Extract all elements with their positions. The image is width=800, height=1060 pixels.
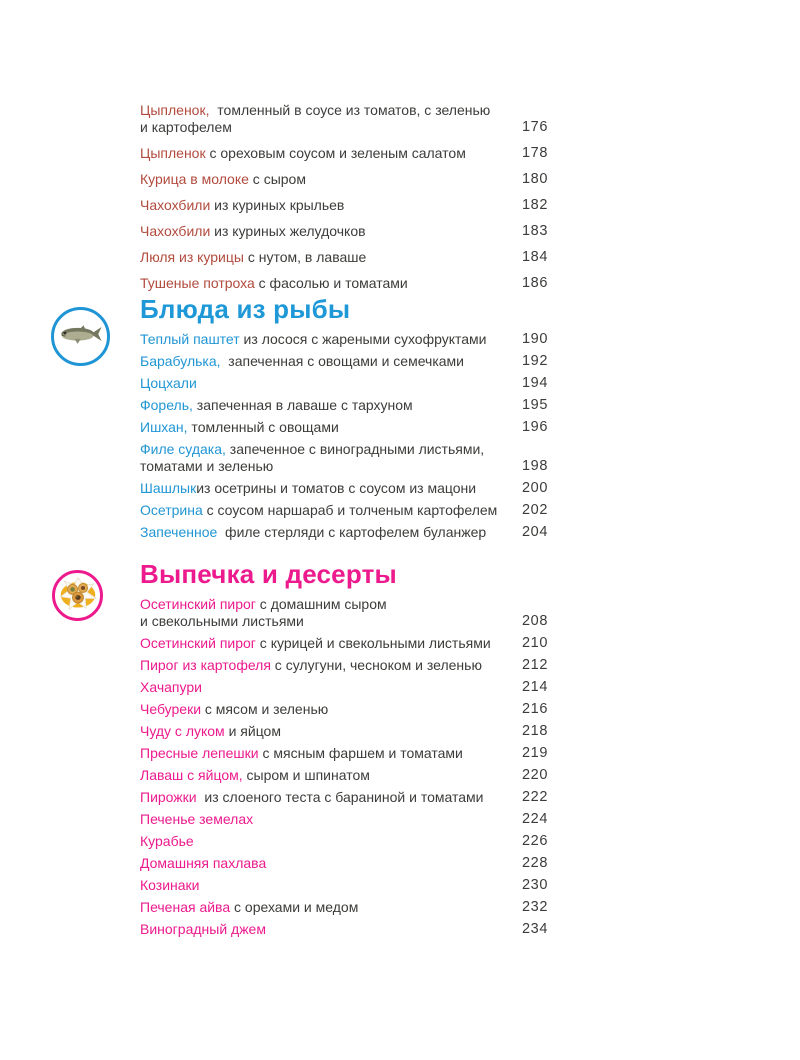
pastries-icon [58,573,98,618]
entry-title [140,397,413,414]
page-number: 198 [522,458,548,474]
dish-name: Пирог из картофеля [140,657,271,673]
toc-section-fish [140,294,548,541]
entry-title [140,899,358,916]
dish-description: с сулугуни, чесноком и зеленью [270,657,482,673]
fish-icon [58,322,104,351]
page-number: 216 [522,701,548,717]
toc-entry[interactable] [140,723,548,740]
dish-description: с орехами и медом [230,899,359,915]
toc-entry[interactable] [140,197,548,214]
dish-description: из осетрины и томатов с соусом из мацони [196,480,477,496]
dish-description: с мясным фаршем и томатами [258,745,463,761]
page-number: 224 [522,811,548,827]
dish-description: с фасолью и томатами [254,275,408,291]
dish-name: Шашлык [140,480,197,496]
toc-entry[interactable] [140,171,548,188]
page-number: 228 [522,855,548,871]
fish-section-heading: Блюда из рыбы [140,294,351,324]
entry-title [140,596,387,630]
page-number: 192 [522,353,548,369]
toc-entry[interactable] [140,353,548,370]
entry-title [140,275,408,292]
dish-name: Запеченное [140,524,218,540]
toc-entry[interactable] [140,921,548,938]
toc-entry[interactable] [140,789,548,806]
dish-description-line2: томатами и зеленью [140,458,274,474]
dish-description: запеченное с виноградными листьями, [225,441,485,457]
toc-entry[interactable] [140,102,548,136]
page-number: 219 [522,745,548,761]
entry-title [140,679,202,696]
toc-section-desserts [140,559,548,938]
dish-name: Курица в молоке [140,171,249,187]
entry-title [140,657,482,674]
toc-entry[interactable] [140,223,548,240]
page-number: 196 [522,419,548,435]
dish-name: Ишхан, [140,419,188,435]
page-number: 200 [522,480,548,496]
toc-entry[interactable] [140,701,548,718]
dish-name: Тушеные потроха [140,275,255,291]
entry-title [140,745,463,762]
desserts-section-badge [52,570,103,621]
dish-description: сыром и шпинатом [242,767,370,783]
page-number: 214 [522,679,548,695]
toc-section-poultry [140,102,548,292]
toc-entry[interactable] [140,145,548,162]
dish-name: Осетрина [140,502,203,518]
dish-name: Осетинский пирог [140,635,256,651]
entry-title [140,811,253,828]
entry-title [140,502,497,519]
toc-entry[interactable] [140,811,548,828]
dish-name: Барабулька, [140,353,221,369]
dish-name: Печенье земелах [140,811,254,827]
entry-title [140,480,476,497]
entry-title [140,921,266,938]
toc-entry[interactable] [140,767,548,784]
entry-title [140,635,491,652]
toc-entry[interactable] [140,657,548,674]
page-number: 204 [522,524,548,540]
entry-title [140,197,344,214]
dish-name: Чуду с луком [140,723,225,739]
dish-description: томленный в соусе из томатов, с зеленью [209,102,491,118]
dish-description: из слоеного теста с бараниной и томатами [196,789,484,805]
page-number: 202 [522,502,548,518]
toc-entry[interactable] [140,441,548,475]
desserts-section-heading: Выпечка и десерты [140,559,397,589]
page-number: 186 [522,275,548,291]
dish-name: Чебуреки [140,701,202,717]
dish-name: Печеная айва [140,899,231,915]
entry-title [140,701,328,718]
page-number: 190 [522,331,548,347]
page-number: 222 [522,789,548,805]
entry-title [140,331,487,348]
entry-title [140,833,194,850]
dish-name: Филе судака, [140,441,226,457]
dish-description: с сыром [248,171,306,187]
dish-description: с соусом наршараб и толченым картофелем [202,502,498,518]
entry-title [140,789,483,806]
toc-entry[interactable] [140,679,548,696]
dish-name: Козинаки [140,877,200,893]
dish-name: Форель, [140,397,193,413]
page-number: 183 [522,223,548,239]
page-number: 195 [522,397,548,413]
dish-name: Осетинский пирог [140,596,256,612]
dish-description: филе стерляди с картофелем буланжер [217,524,487,540]
entry-title [140,767,370,784]
page-number: 218 [522,723,548,739]
toc-entry[interactable] [140,397,548,414]
dish-name: Домашняя пахлава [140,855,267,871]
toc-entry[interactable] [140,480,548,497]
dish-name: Курабье [140,833,194,849]
entry-title [140,441,484,475]
toc-entry[interactable] [140,419,548,436]
toc-entry[interactable] [140,877,548,894]
dish-description: и яйцом [224,723,281,739]
dish-name: Цоцхали [140,375,197,391]
dish-description: с домашним сыром [255,596,387,612]
toc-entry[interactable] [140,833,548,850]
page-number: 178 [522,145,548,161]
page-number: 208 [522,613,548,629]
page-number: 234 [522,921,548,937]
dish-description: с нутом, в лаваше [243,249,367,265]
page-number: 176 [522,119,548,135]
dish-name: Люля из курицы [140,249,244,265]
entry-title [140,223,366,240]
toc-entry[interactable] [140,855,548,872]
table-of-contents [140,102,548,938]
dish-description: из куриных желудочков [210,223,366,239]
entry-title [140,249,366,266]
entry-title [140,723,281,740]
dish-name: Чахохбили [140,223,211,239]
toc-entry[interactable] [140,502,548,519]
dish-description: томленный с овощами [187,419,339,435]
dish-description-line2: и картофелем [140,119,232,135]
dish-name: Лаваш с яйцом, [140,767,243,783]
toc-entry[interactable] [140,899,548,916]
toc-entry[interactable] [140,375,548,392]
dish-description: с мясом и зеленью [201,701,329,717]
dish-name: Цыпленок, [140,102,210,118]
toc-entry[interactable] [140,745,548,762]
toc-entry[interactable] [140,635,548,652]
page-number: 182 [522,197,548,213]
dish-description: с ореховым соусом и зеленым салатом [205,145,466,161]
dish-name: Цыпленок [140,145,206,161]
page-number: 212 [522,657,548,673]
dish-name: Пресные лепешки [140,745,259,761]
dish-name: Хачапури [140,679,202,695]
page-number: 226 [522,833,548,849]
entry-title [140,375,197,392]
page-number: 180 [522,171,548,187]
toc-entry[interactable] [140,249,548,266]
entry-title [140,877,200,894]
dish-name: Пирожки [140,789,197,805]
page-number: 220 [522,767,548,783]
dish-description: из лосося с жареными сухофруктами [239,331,487,347]
toc-entry[interactable] [140,524,548,541]
dish-name: Чахохбили [140,197,211,213]
entry-title [140,353,464,370]
dish-description: запеченная с овощами и семечками [220,353,464,369]
fish-section-badge [51,307,110,366]
toc-entry[interactable] [140,331,548,348]
dish-name: Теплый паштет [140,331,240,347]
toc-entry[interactable] [140,275,548,292]
toc-entry[interactable] [140,596,548,630]
page-number: 230 [522,877,548,893]
dish-description: с курицей и свекольными листьями [255,635,491,651]
entry-title [140,524,486,541]
dish-name: Виноградный джем [140,921,266,937]
dish-description: из куриных крыльев [210,197,345,213]
page-number: 210 [522,635,548,651]
page-number: 194 [522,375,548,391]
entry-title [140,145,466,162]
dish-description-line2: и свекольными листьями [140,613,304,629]
entry-title [140,855,266,872]
entry-title [140,419,339,436]
entry-title [140,171,306,188]
page-number: 232 [522,899,548,915]
entry-title [140,102,490,136]
dish-description: запеченная в лаваше с тархуном [192,397,413,413]
page-number: 184 [522,249,548,265]
